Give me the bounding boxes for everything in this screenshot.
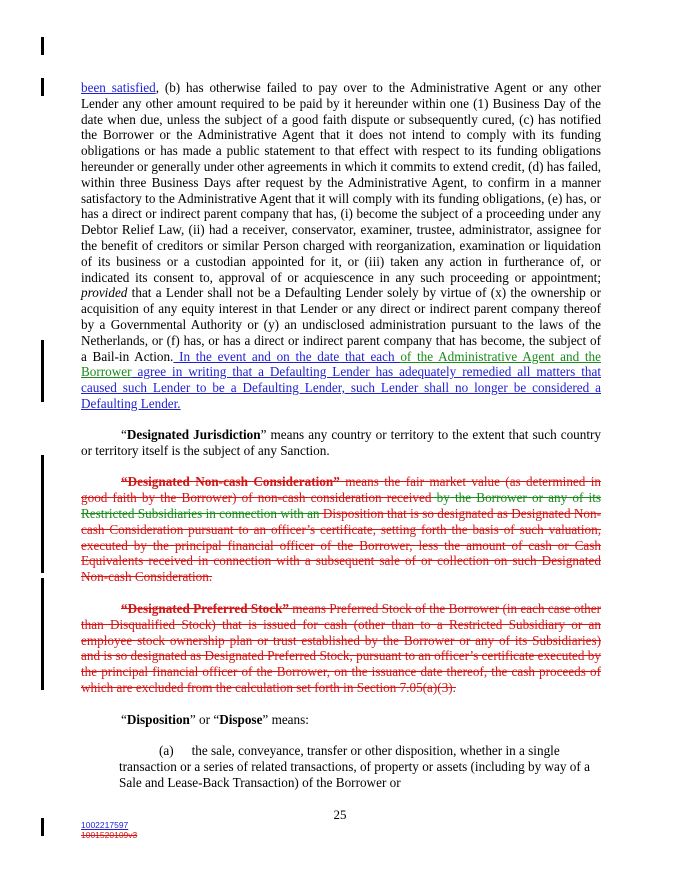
document-id-previous: 1001520109v3 <box>81 830 138 840</box>
provided-term: provided <box>81 285 128 301</box>
defaulting-lender-paragraph: been satisfied, (b) has otherwise failed to pay over to the Administrative Agent or any other Lender any other amount required to be paid by it hereunder within one (1) Business Day of the date when due, unless the subject of a good faith dispute or subsequently cured, (c) has notified the Borrower or the Administrative Agent that it does not intend to comply with its funding obligations or has made a public statement to that effect with respect to its funding obligations hereunder or generally under other agreements in which it commits to extend credit, (d) has failed, within three Business Days after request by the Administrative Agent, to confirm in a manner satisfactory to the Administrative Agent that it will comply with its funding obligations, (e) has, or has a direct or indirect parent company that has, (i) become the subject of a proceeding under any Debtor Relief Law, (ii) had a receiver, conservator, examiner, trustee, administrator, assignee for the benefit of creditors or similar Person charged with reorganization, examination or liquidation of its business or a custodian appointed for it, or (iii) taken any action in furtherance of, or indicated its consent to, approval of or acquiescence in any such proceeding or appointment; provided that a Lender shall not be a Defaulting Lender solely by virtue of (x) the ownership or acquisition of any equity interest in that Lender or any direct or indirect parent company thereof by a Governmental Authority or (y) an undisclosed administration pursuant to the laws of the Netherlands, or (f) has, or has a direct or indirect parent company that has become, the subject of a Bail-in Action. In the event and on the date that each of the Administrative Agent and the Borrower agree in writing that a Defaulting Lender has adequately remedied all matters that caused such Lender to be a Defaulting Lender, such Lender shall no longer be considered a Defaulting Lender. <box>81 80 602 411</box>
designated-noncash-consideration-definition <box>81 474 601 585</box>
change-bar <box>41 37 44 55</box>
page-number: 25 <box>333 807 347 822</box>
inserted-text: agree in writing that a Defaulting Lender has adequately remedied all matters that caused such Lender to be a Defaulting Lender, such Lender shall no longer be considered a Defaulting Lender. <box>81 364 601 411</box>
change-bar <box>41 340 44 402</box>
moved-text: of the Administrative Agent and the Borrower <box>81 348 601 380</box>
document-id <box>81 820 137 840</box>
designated-preferred-stock-definition <box>81 601 601 696</box>
document-body <box>81 80 601 791</box>
disposition-clause-a: (a) the sale, conveyance, transfer or other disposition, whether in a single transaction or a series of related transactions, of property or assets (including by way of a Sale and Lease-Back Transaction) of the Borrower or <box>119 743 590 791</box>
defined-term: Disposition <box>126 711 190 727</box>
deleted-defined-term: “Designated Non-cash Consideration” <box>121 474 340 490</box>
deleted-text: means Preferred Stock of the Borrower (in each case other than Disqualified Stock) that is issued for cash (other than to a Restricted Subsidiary or an employee stock ownership plan or trust established by the Borrower or any of its Subsidiaries) and is so designated as Designated Preferred Stock, pursuant to an officer’s certificate executed by the principal financial officer of the Borrower, on the issuance date thereof, the cash proceeds of which are excluded from the calculation set forth in Section 7.05(a)(3). <box>81 600 601 695</box>
change-bar <box>41 578 44 690</box>
designated-jurisdiction-definition: “Designated Jurisdiction” means any country or territory to the extent that such country or territory itself is the subject of any Sanction. <box>81 426 601 458</box>
deleted-text: means the fair market value (as determined in good faith by the Borrower) of non-cash consideration received <box>81 474 601 506</box>
disposition-definition: “Disposition” or “Dispose” means: <box>121 711 309 727</box>
defined-term: Dispose <box>219 711 263 727</box>
document-id-current: 1002217597 <box>81 820 129 830</box>
moved-deleted-text: by the Borrower or any of its Restricted Subsidiaries in connection with an <box>81 490 601 521</box>
defined-term: Designated Jurisdiction <box>126 426 261 442</box>
inserted-text: In the event and on the date that each <box>173 348 401 364</box>
deleted-text: Disposition that is so designated as Designated Non-cash Consideration pursuant to an officer’s certificate, setting forth the basis of such valuation, executed by the principal financial officer of the Borrower, less the amount of cash or Cash Equivalents received in connection with a subsequent sale of or collection on such Designated Non-cash Consideration. <box>81 505 601 585</box>
clause-label: (a) <box>159 743 174 759</box>
change-bar <box>41 78 44 96</box>
deleted-defined-term: “Designated Preferred Stock” <box>121 600 289 616</box>
inserted-text: been satisfied <box>81 80 156 95</box>
change-bar <box>41 455 44 573</box>
